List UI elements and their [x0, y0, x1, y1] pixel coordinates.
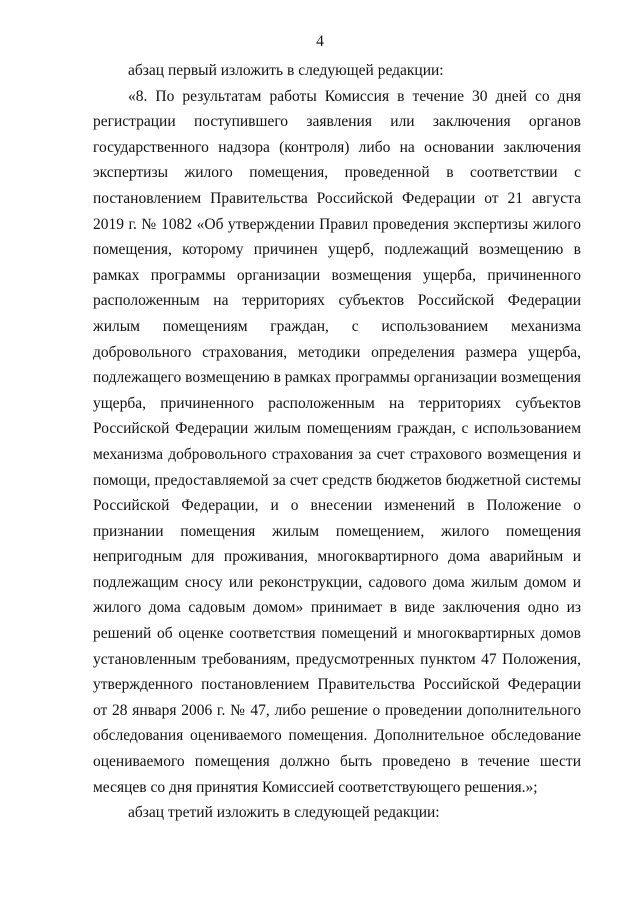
- paragraph-closing: абзац третий изложить в следующей редакции:: [128, 804, 440, 822]
- document-body: [93, 58, 581, 826]
- paragraph-intro: абзац первый изложить в следующей редакции:: [128, 62, 444, 79]
- paragraph-clause-8: «8. По результатам работы Комиссия в течение 30 дней со дня регистрации поступившего заявления или заключения органов государственного надзора (контроля) либо на основании заключения экспертизы жилого помещения, проведенной в соответствии с постановлением Правительства Российской Федерации от 21 августа 2019 г. № 1082 «Об утверждении Правил проведения экспертизы жилого помещения, которому причинен ущерб, подлежащий возмещению в рамках программы организации возмещения ущерба, причиненного расположенным на территориях субъектов Российской Федерации жилым помещениям граждан, с использованием механизма добровольного страхования, методики определения размера ущерба, подлежащего возмещению в рамках программы организации возмещения ущерба, причиненного расположенным на территориях субъектов Российской Федерации жилым помещениям граждан, с использованием механизма добровольного страхования за счет страхового возмещения и помощи, предоставляемой за счет средств бюджетов бюджетной системы Российской Федерации, и о внесении изменений в Положение о признании помещения жилым помещением, жилого помещения непригодным для проживания, многоквартирного дома аварийным и подлежащим сносу или реконструкции, садового дома жилым домом и жилого дома садовым домом» принимает в виде заключения одно из решений об оценке соответствия помещений и многоквартирных домов установленным требованиям, предусмотренных пунктом 47 Положения, утвержденного постановлением Правительства Российской Федерации от 28 января 2006 г. № 47, либо решение о проведении дополнительного обследования оцениваемого помещения. Дополнительное обследование оцениваемого помещения должно быть проведено в течение шести месяцев со дня принятия Комиссией соответствующего решения.»;: [93, 87, 581, 796]
- page-number: 4: [316, 33, 324, 50]
